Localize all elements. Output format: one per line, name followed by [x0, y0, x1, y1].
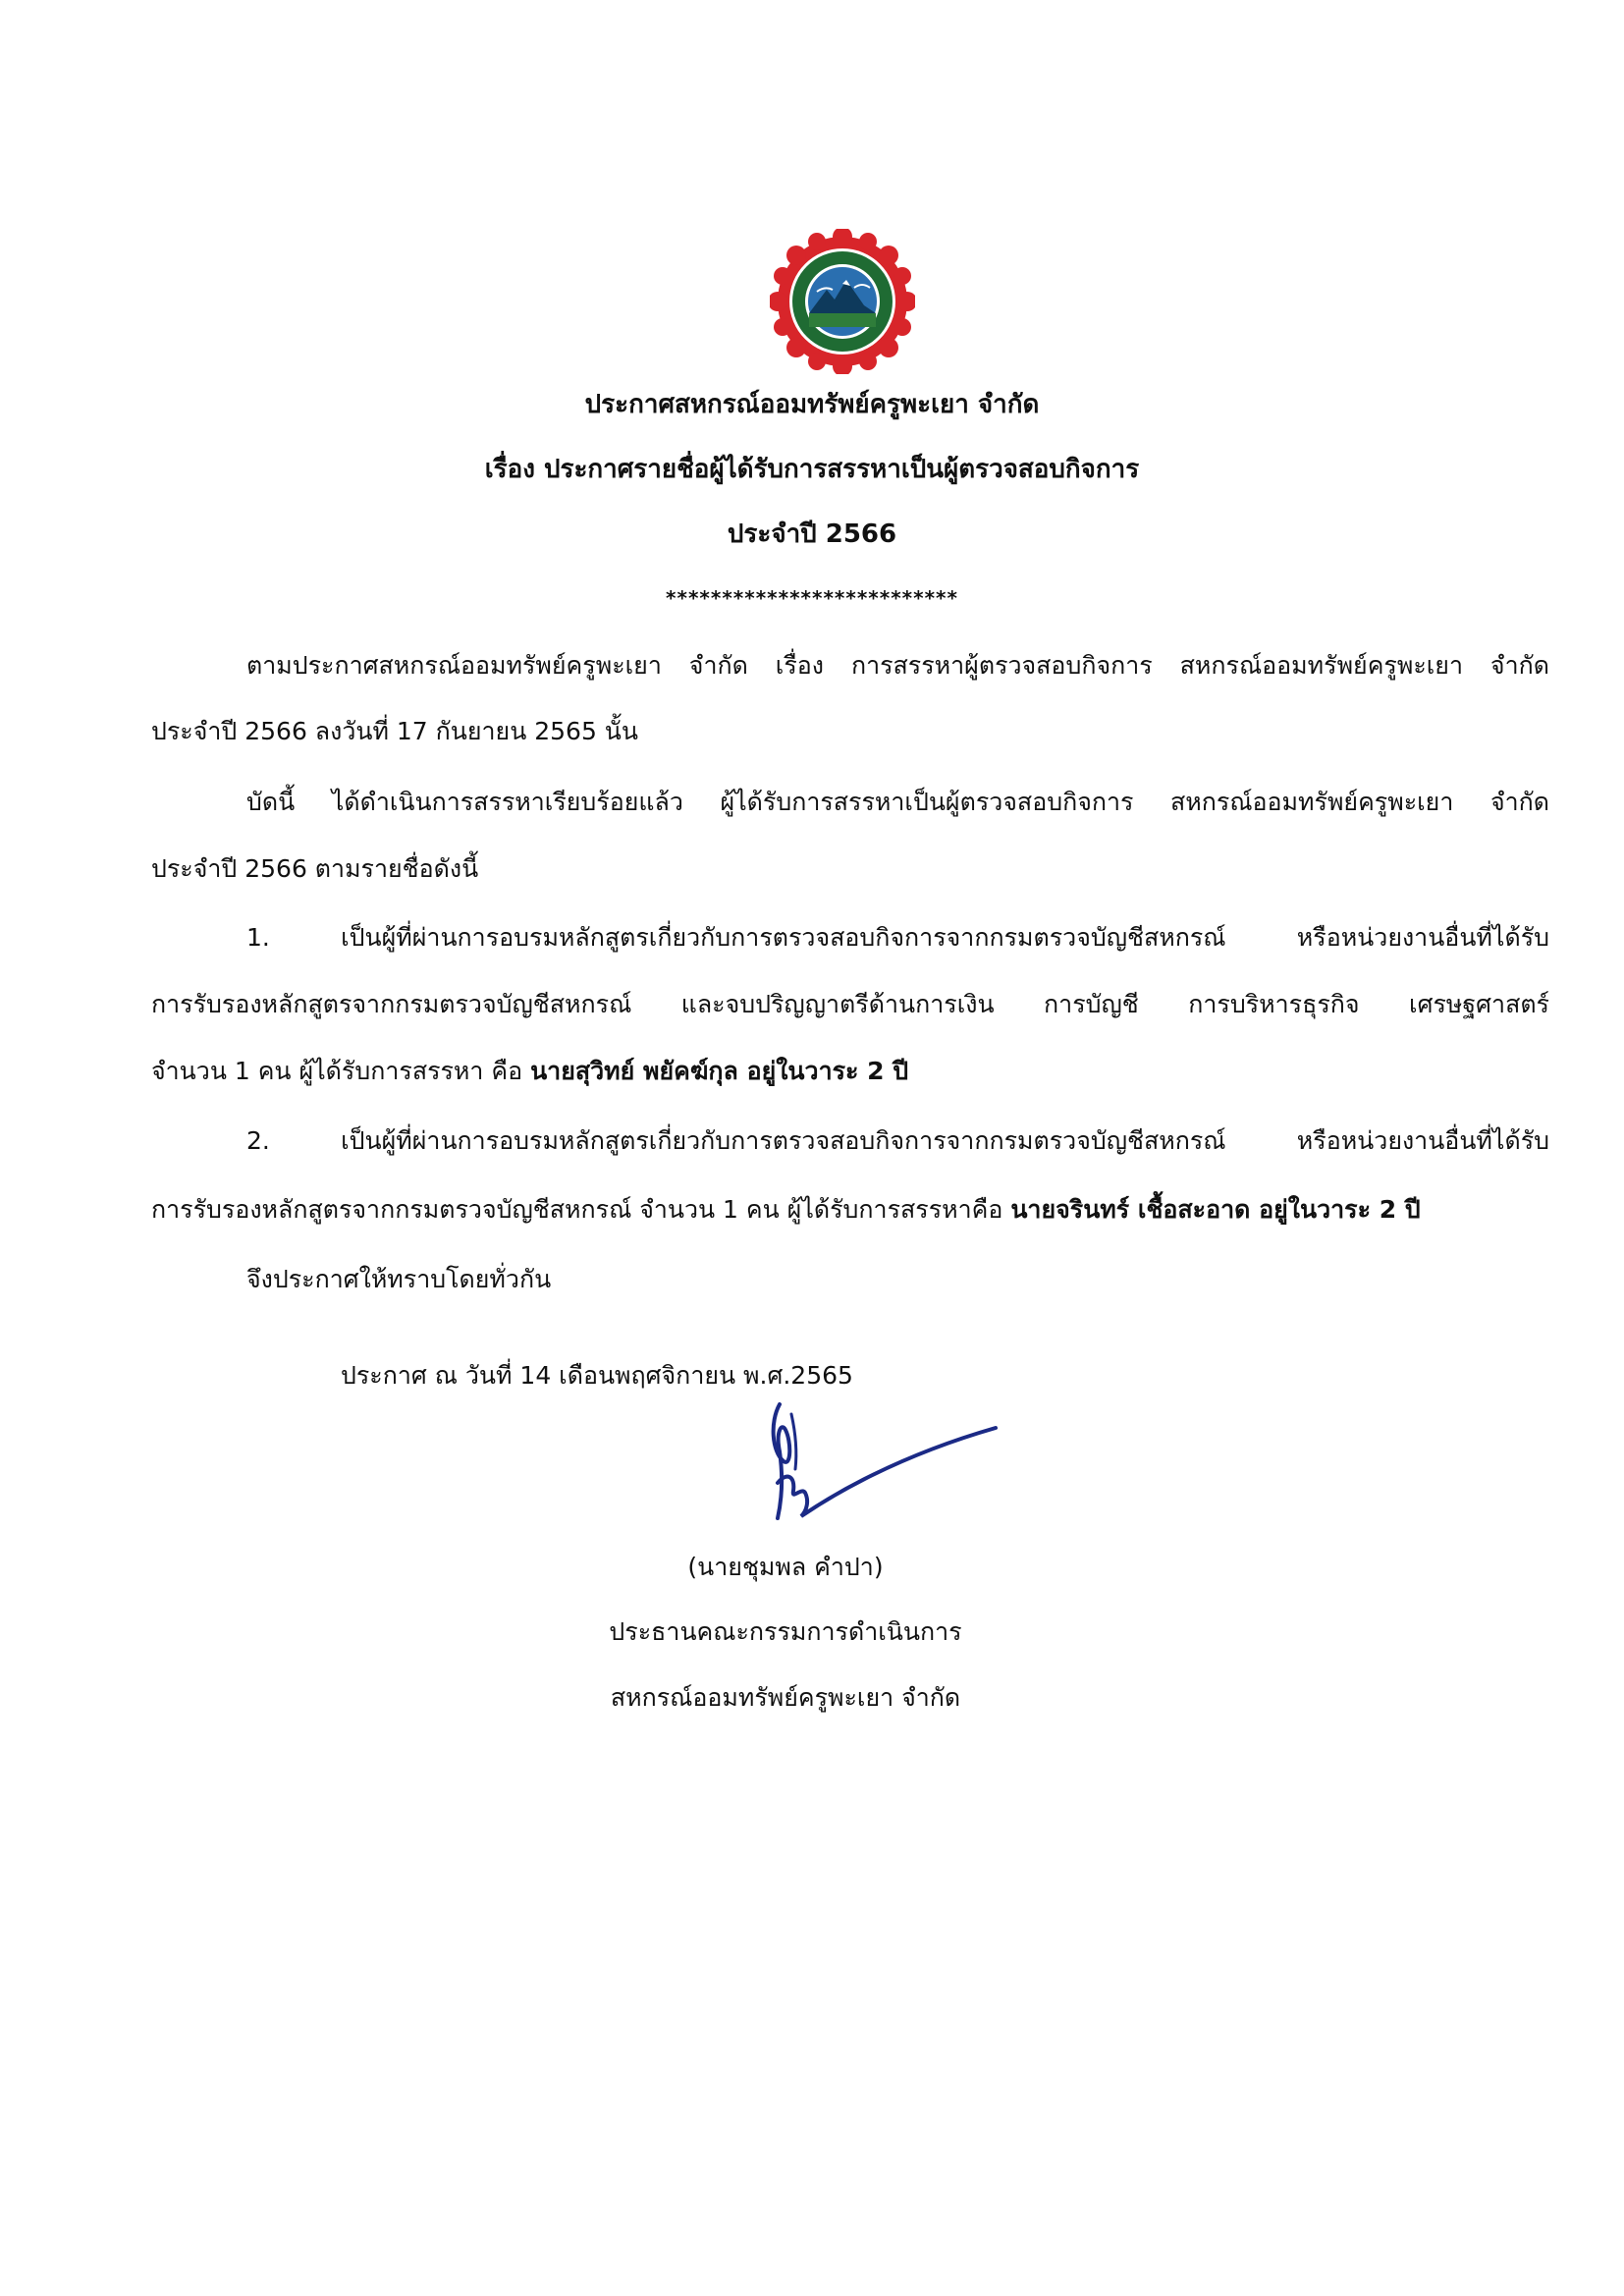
item-1-nominee-name: นายสุวิทย์ พยัคฆ์กุล อยู่ในวาระ 2 ปี: [530, 1057, 909, 1085]
paragraph-1-line-1: ตามประกาศสหกรณ์ออมทรัพย์ครูพะเยา จำกัด เรื่อง การสรรหาผู้ตรวจสอบกิจการ สหกรณ์ออมทรัพย์ครูพะเยา จำกัด: [246, 651, 1549, 680]
announcement-date: ประกาศ ณ วันที่ 14 เดือนพฤศจิกายน พ.ศ.2565: [341, 1361, 853, 1390]
closing-statement: จึงประกาศให้ทราบโดยทั่วกัน: [246, 1265, 552, 1293]
cooperative-seal-logo: [770, 229, 915, 374]
announcement-subject: เรื่อง ประกาศรายชื่อผู้ได้รับการสรรหาเป็นผู้ตรวจสอบกิจการ: [484, 455, 1140, 484]
paragraph-1-line-2: ประจำปี 2566 ลงวันที่ 17 กันยายน 2565 นั้น: [151, 717, 638, 745]
paragraph-2-line-2: ประจำปี 2566 ตามรายชื่อดังนี้: [151, 854, 479, 883]
title-separator: **************************: [666, 586, 958, 610]
item-2-line-1: 2. เป็นผู้ที่ผ่านการอบรมหลักสูตรเกี่ยวกับการตรวจสอบกิจการจากกรมตรวจบัญชีสหกรณ์ หรือหน่วยงานอื่นที่ได้รับ: [246, 1126, 1549, 1155]
handwritten-signature: [762, 1393, 1007, 1530]
signatory-name: (นายชุมพล คำปา): [687, 1553, 884, 1581]
item-1-line-1: 1. เป็นผู้ที่ผ่านการอบรมหลักสูตรเกี่ยวกับการตรวจสอบกิจการจากกรมตรวจบัญชีสหกรณ์ หรือหน่วยงานอื่นที่ได้รับ: [246, 923, 1549, 952]
item-2-line-2-prefix: การรับรองหลักสูตรจากกรมตรวจบัญชีสหกรณ์ จำนวน 1 คน ผู้ได้รับการสรรหาคือ: [151, 1195, 1011, 1224]
item-1-line-3-prefix: จำนวน 1 คน ผู้ได้รับการสรรหา คือ: [151, 1057, 531, 1085]
item-1-line-3: [151, 1052, 908, 1091]
announcement-year: ประจำปี 2566: [727, 519, 897, 549]
item-1-line-2: การรับรองหลักสูตรจากกรมตรวจบัญชีสหกรณ์ และจบปริญญาตรีด้านการเงิน การบัญชี การบริหารธุรกิจ เศรษฐศาสตร์: [151, 990, 1549, 1018]
signatory-organization: สหกรณ์ออมทรัพย์ครูพะเยา จำกัด: [610, 1683, 961, 1712]
item-2-line-2: [151, 1190, 1421, 1230]
paragraph-2-line-1: บัดนี้ ได้ดำเนินการสรรหาเรียบร้อยแล้ว ผู้ได้รับการสรรหาเป็นผู้ตรวจสอบกิจการ สหกรณ์ออมทรัพย์ครูพะเยา จำกัด: [246, 788, 1549, 816]
signatory-position: ประธานคณะกรรมการดำเนินการ: [609, 1617, 962, 1646]
announcement-title: ประกาศสหกรณ์ออมทรัพย์ครูพะเยา จำกัด: [584, 390, 1040, 419]
item-2-nominee-name: นายจรินทร์ เชื้อสะอาด อยู่ในวาระ 2 ปี: [1010, 1195, 1421, 1224]
